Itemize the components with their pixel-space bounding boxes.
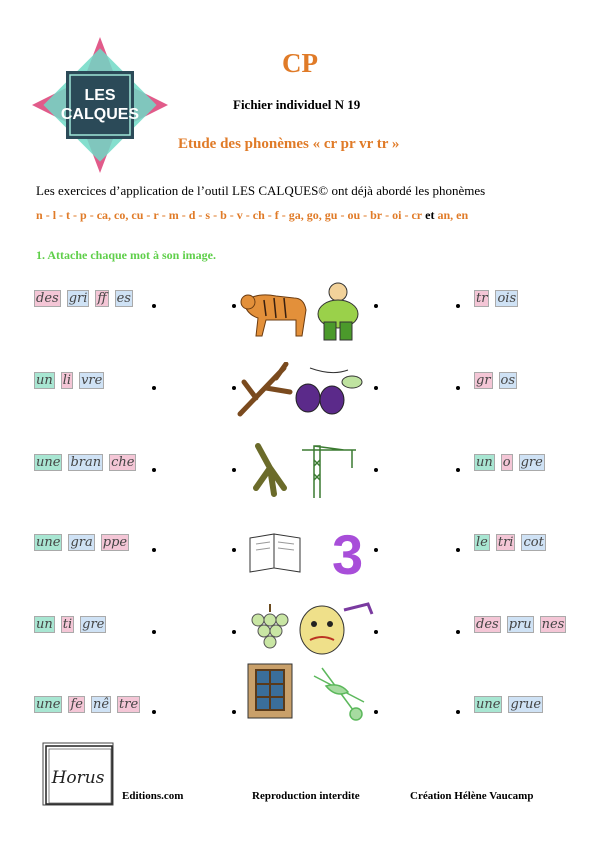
left-word-1[interactable]	[34, 290, 133, 307]
phoneme-item: n	[36, 208, 43, 222]
right-word-2[interactable]	[474, 372, 517, 389]
fat-man-icon	[318, 283, 358, 340]
syllable-box: gra	[70, 535, 93, 550]
tiger-icon	[241, 295, 306, 336]
phoneme-item: ou	[347, 208, 361, 222]
connection-dot[interactable]	[374, 386, 378, 390]
phoneme-separator: -	[267, 208, 272, 222]
grapes-and-ogre-image	[244, 600, 378, 660]
phonemes-list	[36, 208, 468, 223]
connection-dot[interactable]	[152, 386, 156, 390]
phoneme-separator: -	[45, 208, 50, 222]
syllable-box: es	[116, 291, 131, 306]
phonemes-and: et	[425, 208, 435, 222]
phoneme-item: r	[153, 208, 159, 222]
syllable-box: os	[500, 373, 516, 388]
tiger-and-fat-man-image	[236, 280, 366, 342]
grapes-icon	[252, 604, 288, 648]
left-word-3[interactable]	[34, 454, 136, 471]
syllable-box: un	[36, 373, 53, 388]
book-icon	[250, 534, 300, 572]
ogre-icon	[300, 604, 372, 654]
syllable-box: ti	[62, 617, 73, 632]
connection-dot[interactable]	[232, 630, 236, 634]
phoneme-item: m	[168, 208, 179, 222]
phoneme-separator: -	[404, 208, 409, 222]
connection-dot[interactable]	[374, 548, 378, 552]
phoneme-item: ga, go, gu	[288, 208, 338, 222]
crane-icon	[302, 446, 356, 498]
connection-dot[interactable]	[152, 304, 156, 308]
syllable-box: tr	[476, 291, 488, 306]
connection-dot[interactable]	[232, 548, 236, 552]
syllable-box: tre	[119, 697, 139, 712]
connection-dot[interactable]	[456, 630, 460, 634]
number-three-icon: 3	[332, 524, 364, 580]
connection-dot[interactable]	[374, 468, 378, 472]
syllable-box: o	[502, 455, 511, 470]
exercise-instruction: 1. Attache chaque mot à son image.	[36, 248, 216, 262]
syllable-box: pru	[508, 617, 532, 632]
footer-editions: Editions.com	[122, 790, 184, 802]
phoneme-separator: -	[73, 208, 78, 222]
grade-title: CP	[282, 48, 318, 78]
connection-dot[interactable]	[456, 304, 460, 308]
footer-creation: Création Hélène Vaucamp	[410, 790, 534, 802]
phoneme-item: l	[52, 208, 57, 222]
syllable-box: ppe	[102, 535, 128, 550]
phoneme-separator: -	[89, 208, 94, 222]
phoneme-item: s	[205, 208, 211, 222]
window-and-knitting-image	[244, 662, 374, 722]
syllable-box: bran	[70, 455, 102, 470]
worksheet-subtitle: Fichier individuel N 19	[233, 97, 361, 112]
syllable-box: gre	[82, 617, 105, 632]
phoneme-separator: -	[281, 208, 286, 222]
logo-text-line1: LES	[84, 87, 116, 104]
phoneme-separator: -	[59, 208, 64, 222]
right-word-4[interactable]	[474, 534, 546, 551]
connection-dot[interactable]	[374, 630, 378, 634]
right-word-6[interactable]	[474, 696, 543, 713]
phoneme-item: d	[188, 208, 196, 222]
phoneme-separator: -	[385, 208, 390, 222]
phoneme-item: cr	[411, 208, 423, 222]
phoneme-item: f	[274, 208, 279, 222]
syllable-box: une	[36, 535, 61, 550]
phoneme-separator: -	[161, 208, 166, 222]
phoneme-item: br	[370, 208, 383, 222]
connection-dot[interactable]	[232, 386, 236, 390]
syllable-box: des	[476, 617, 499, 632]
connection-dot[interactable]	[232, 710, 236, 714]
syllable-box: grue	[510, 697, 542, 712]
horus-text: Horus	[51, 768, 105, 788]
right-word-1[interactable]	[474, 290, 518, 307]
syllable-box: ois	[497, 291, 517, 306]
connection-dot[interactable]	[152, 548, 156, 552]
left-word-6[interactable]	[34, 696, 140, 713]
syllable-box: des	[36, 291, 59, 306]
phoneme-item: ca, co, cu	[96, 208, 144, 222]
phoneme-item: oi	[392, 208, 402, 222]
plums-icon	[296, 368, 362, 414]
les-calques-logo	[30, 35, 170, 175]
syllable-box: une	[36, 697, 61, 712]
syllable-box: une	[476, 697, 501, 712]
knitting-icon	[314, 668, 364, 720]
syllable-box: che	[111, 455, 135, 470]
logo-text-line2: CALQUES	[60, 106, 140, 123]
right-word-3[interactable]	[474, 454, 545, 471]
theme-title: Etude des phonèmes « cr pr vr tr »	[178, 136, 400, 152]
connection-dot[interactable]	[152, 468, 156, 472]
connection-dot[interactable]	[374, 304, 378, 308]
branch-and-plums-image	[236, 362, 366, 418]
syllable-box: gre	[520, 455, 543, 470]
connection-dot[interactable]	[232, 304, 236, 308]
syllable-box: gri	[68, 291, 88, 306]
left-word-2[interactable]	[34, 372, 104, 389]
phoneme-separator: -	[198, 208, 203, 222]
claw-and-crane-image	[244, 440, 364, 500]
syllable-box: vre	[81, 373, 103, 388]
connection-dot[interactable]	[232, 468, 236, 472]
phoneme-separator: -	[146, 208, 151, 222]
phoneme-separator: -	[363, 208, 368, 222]
intro-text: Les exercices d’application de l’outil LES CALQUES© ont déjà abordé les phonèmes	[36, 183, 486, 198]
phoneme-separator: -	[229, 208, 234, 222]
branch-icon	[240, 364, 290, 414]
right-word-5[interactable]	[474, 616, 566, 633]
syllable-box: une	[36, 455, 61, 470]
syllable-box: nes	[541, 617, 565, 632]
phoneme-item: t	[66, 208, 71, 222]
phoneme-item: b	[220, 208, 227, 222]
syllable-box: un	[476, 455, 493, 470]
window-icon	[248, 664, 292, 718]
claw-icon	[256, 446, 284, 494]
syllable-box: cot	[523, 535, 544, 550]
syllable-box: un	[36, 617, 53, 632]
connection-dot[interactable]	[456, 548, 460, 552]
phoneme-item: ch	[252, 208, 265, 222]
left-word-4[interactable]	[34, 534, 129, 551]
phoneme-item: v	[236, 208, 243, 222]
connection-dot[interactable]	[152, 630, 156, 634]
footer-reproduction: Reproduction interdite	[252, 790, 360, 802]
horus-logo	[40, 740, 118, 810]
phoneme-separator: -	[340, 208, 345, 222]
connection-dot[interactable]	[152, 710, 156, 714]
syllable-box: tri	[497, 535, 514, 550]
phoneme-item: an, en	[437, 208, 469, 222]
phoneme-separator: -	[245, 208, 250, 222]
phoneme-item: p	[80, 208, 87, 222]
connection-dot[interactable]	[456, 468, 460, 472]
syllable-box: gr	[476, 373, 491, 388]
phoneme-separator: -	[181, 208, 186, 222]
connection-dot[interactable]	[374, 710, 378, 714]
syllable-box: nê	[92, 697, 110, 712]
left-word-5[interactable]	[34, 616, 106, 633]
phoneme-separator: -	[213, 208, 218, 222]
syllable-box: li	[62, 373, 72, 388]
syllable-box: le	[476, 535, 488, 550]
connection-dot[interactable]	[456, 386, 460, 390]
syllable-box: fe	[70, 697, 83, 712]
book-and-three-image	[244, 524, 364, 580]
connection-dot[interactable]	[456, 710, 460, 714]
syllable-box: ff	[97, 291, 107, 306]
